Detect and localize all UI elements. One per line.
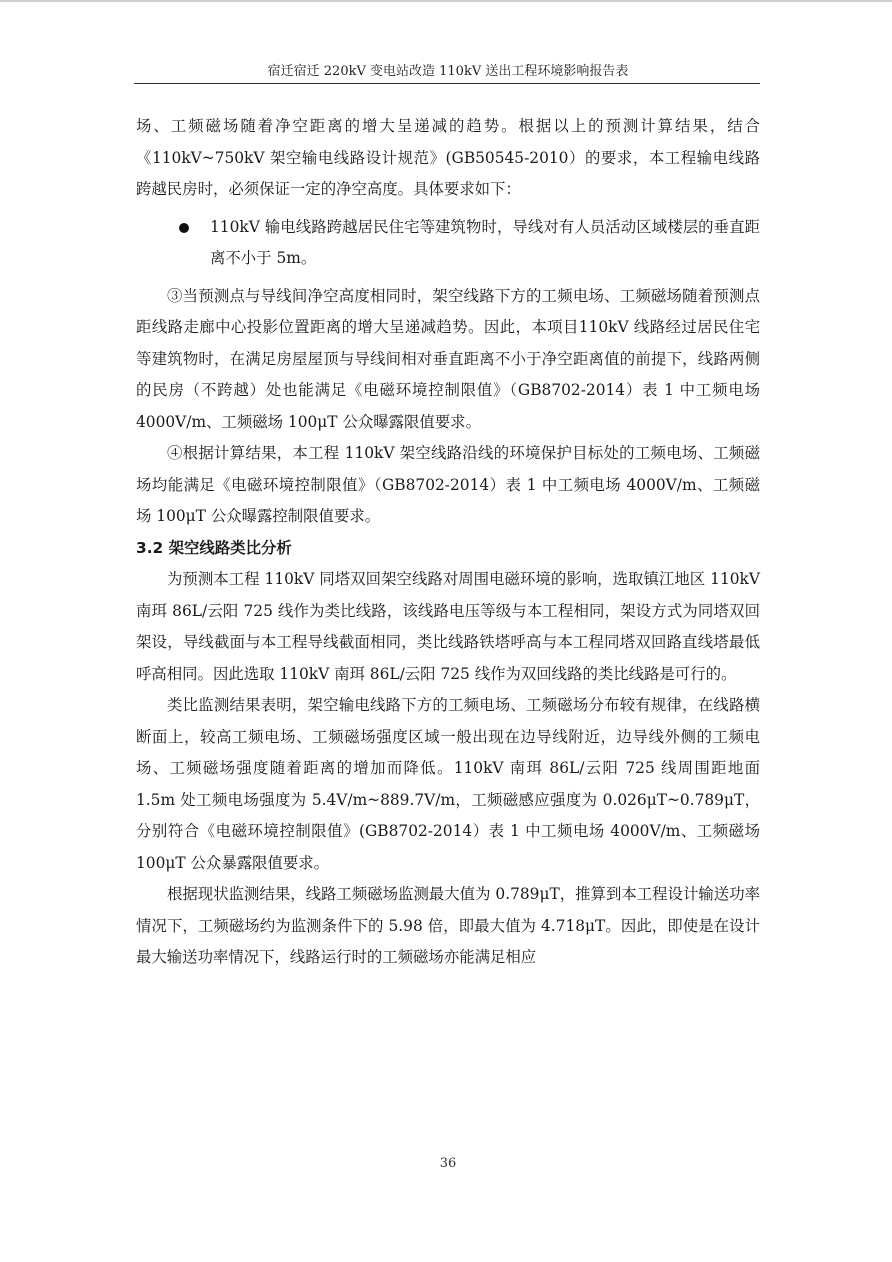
paragraph-magnetic-projection: 根据现状监测结果，线路工频磁场监测最大值为 0.789μT，推算到本工程设计输送功率情况下，工频磁场约为监测条件下的 5.98 倍，即最大值为 4.718μT。因此，即使是在设计最大输送功率情况下，线路运行时的工频磁场亦能满足相应 bbox=[136, 885, 760, 966]
body-content bbox=[136, 111, 760, 974]
bullet-item bbox=[136, 212, 760, 275]
bullet-text: 110kV 输电线路跨越居民住宅等建筑物时，导线对有人员活动区域楼层的垂直距离不小于 5m。 bbox=[210, 217, 760, 267]
section-heading: 3.2 架空线路类比分析 bbox=[136, 538, 292, 557]
page-number: 36 bbox=[439, 1156, 457, 1171]
paragraph-item-3: ③当预测点与导线间净空高度相同时，架空线路下方的工频电场、工频磁场随着预测点距线路走廊中心投影位置距离的增大呈递减趋势。因此，本项目110kV 线路经过居民住宅等建筑物时，在满足房屋屋顶与导线间相对垂直距离不小于净空距离值的前提下，线路两侧的民房（不跨越）处也能满足《电磁环境控制限值》（GB8702-2014）表 1 中工频电场 4000V/m、工频磁场 100μT 公众曝露限值要求。 bbox=[136, 286, 760, 431]
running-header: 宿迁宿迁 220kV 变电站改造 110kV 送出工程环境影响报告表 bbox=[267, 64, 629, 79]
paragraph-monitoring-results: 类比监测结果表明，架空输电线路下方的工频电场、工频磁场分布较有规律，在线路横断面上，较高工频电场、工频磁场强度区域一般出现在边导线附近，边导线外侧的工频电场、工频磁场强度随着距离的增加而降低。110kV 南珥 86L/云阳 725 线周围距地面 1.5m 处工频电场强度为 5.4V/m~889.7V/m，工频磁感应强度为 0.026μT~0.789μT，分别符合《电磁环境控制限值》(GB8702-2014）表 1 中工频电场 4000V/m、工频磁场 100μT 公众暴露限值要求。 bbox=[136, 696, 760, 872]
bullet-dot-icon bbox=[179, 223, 189, 233]
paragraph-item-4: ④根据计算结果，本工程 110kV 架空线路沿线的环境保护目标处的工频电场、工频磁场均能满足《电磁环境控制限值》（GB8702-2014）表 1 中工频电场 4000V/m、工频磁场 100μT 公众曝露控制限值要求。 bbox=[136, 444, 760, 525]
page-top-border bbox=[0, 0, 892, 2]
paragraph-continuation: 场、工频磁场随着净空距离的增大呈递减的趋势。根据以上的预测计算结果，结合《110kV~750kV 架空输电线路设计规范》(GB50545-2010）的要求，本工程输电线路跨越民房时，必须保证一定的净空高度。具体要求如下： bbox=[136, 117, 760, 198]
paragraph-analogy-selection: 为预测本工程 110kV 同塔双回架空线路对周围电磁环境的影响，选取镇江地区 110kV 南珥 86L/云阳 725 线作为类比线路，该线路电压等级与本工程相同，架设方式为同塔双回架设，导线截面与本工程导线截面相同，类比线路铁塔呼高与本工程同塔双回路直线塔最低呼高相同。因此选取 110kV 南珥 86L/云阳 725 线作为双回线路的类比线路是可行的。 bbox=[136, 570, 760, 683]
header-rule bbox=[134, 83, 760, 84]
